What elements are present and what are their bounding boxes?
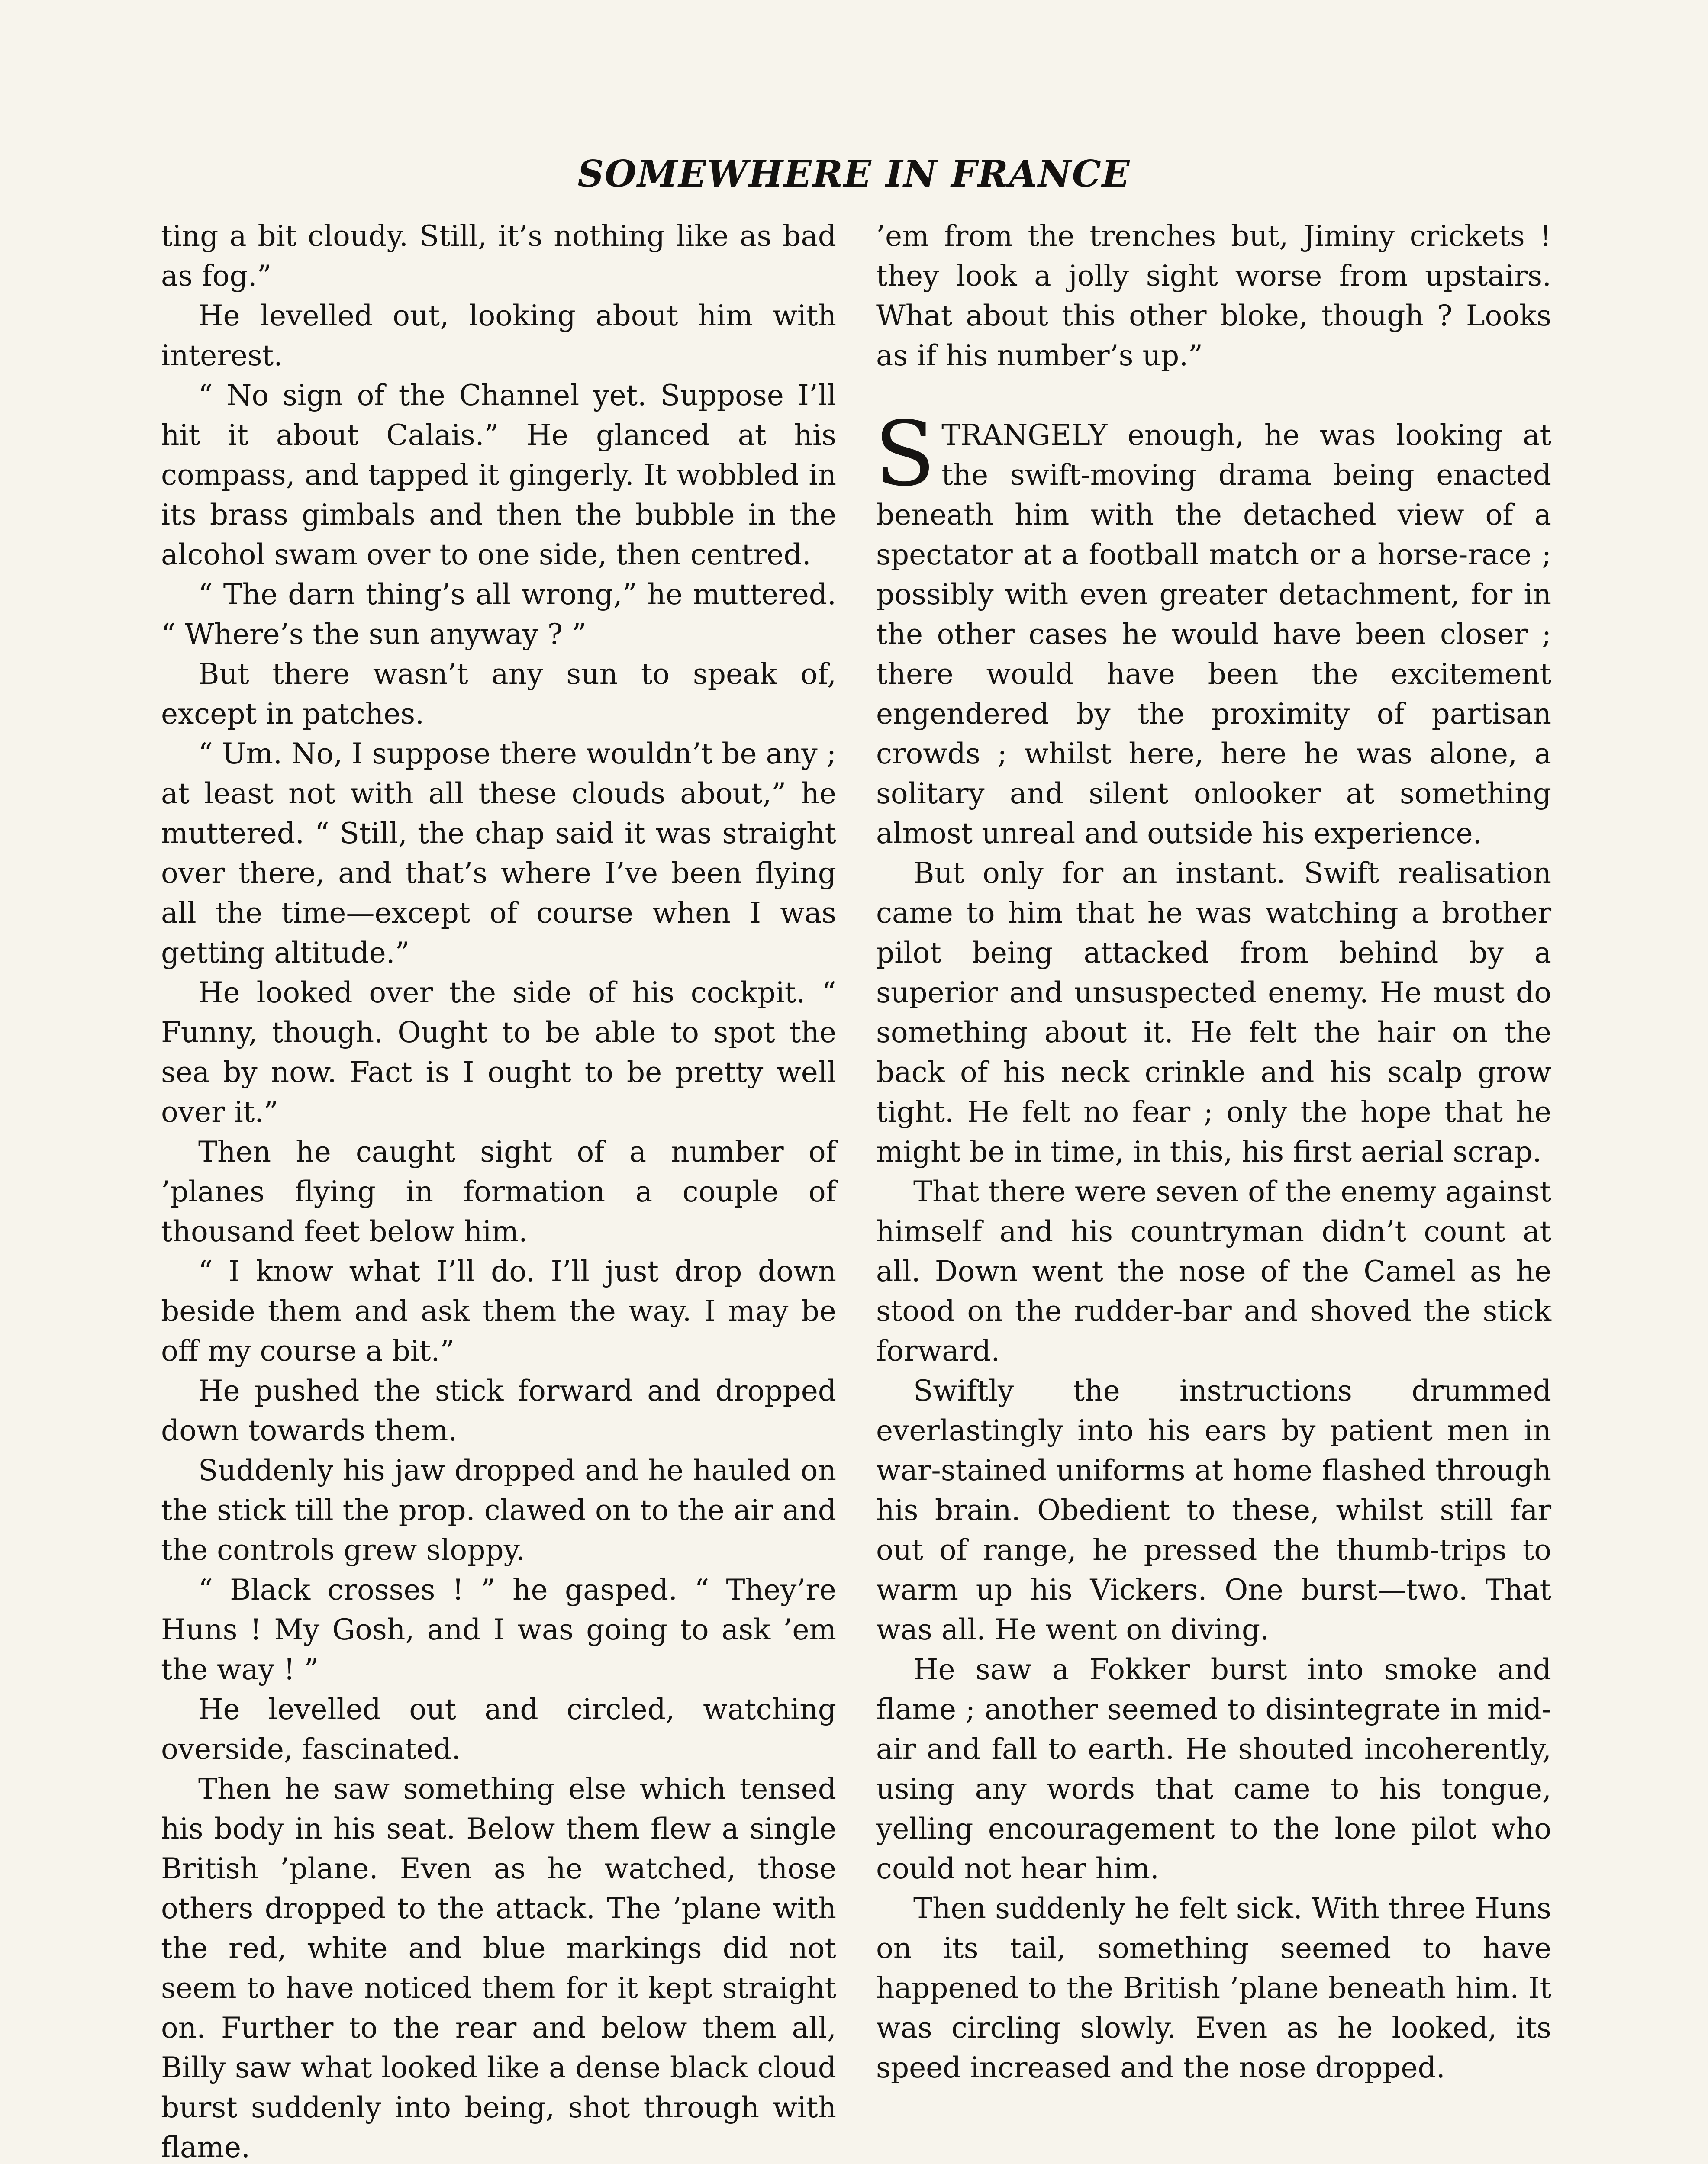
paragraph: Suddenly his jaw dropped and he hauled on the stick till the prop. clawed on to the air and the controls grew sloppy. (161, 1454, 836, 1567)
paragraph: “ I know what I’ll do. I’ll just drop down beside them and ask them the way. I may be off my course a bit.” (161, 1255, 836, 1368)
paragraph: “ No sign of the Channel yet. Suppose I’ll hit it about Calais.” He glanced at his compass, and tapped it gingerly. It wobbled in its brass gimbals and then the bubble in the alcohol swam over to one side, then centred. (161, 379, 836, 571)
paragraph: ting a bit cloudy. Still, it’s nothing like as bad as fog.” (161, 219, 836, 293)
paragraph: He pushed the stick forward and dropped down towards them. (161, 1374, 836, 1447)
paragraph: Then suddenly he felt sick. With three Huns on its tail, something seemed to have happened to the British ’plane beneath him. It was circling slowly. Even as he looked, its speed increased and the nose dropped. (876, 1892, 1551, 2084)
paragraph: Swiftly the instructions drummed everlastingly into his ears by patient men in war-stained uniforms at home flashed through his brain. Obedient to these, whilst still far out of range, he pressed the thumb-trips to warm up his Vickers. One burst—two. That was all. He went on diving. (876, 1374, 1551, 1646)
paragraph: That there were seven of the enemy against himself and his countryman didn’t count at all. Down went the nose of the Camel as he stood on the rudder-bar and shoved the stick forward. (876, 1175, 1551, 1368)
paragraph: He looked over the side of his cockpit. “ Funny, though. Ought to be able to spot the sea by now. Fact is I ought to be pretty well over it.” (161, 976, 836, 1129)
paragraph: Then he caught sight of a number of ’planes flying in formation a couple of thousand feet below him. (161, 1135, 836, 1248)
section-opening-text: TRANGELY enough, he was looking at the swift-moving drama being enacted beneath him with the detached view of a spectator at a football match or a horse-race ; possibly with even greater detachment, for in the other cases he would have been closer ; there would have been the excitement engendered by the proximity of partisan crowds ; whilst here, here he was alone, a solitary and silent onlooker at something almost unreal and outside his experience. (876, 419, 1551, 850)
drop-cap: S (874, 402, 936, 506)
right-column (876, 216, 1551, 2088)
paragraph: He levelled out, looking about him with interest. (161, 299, 836, 372)
paragraph: He levelled out and circled, watching overside, fascinated. (161, 1693, 836, 1766)
running-title: SOMEWHERE IN FRANCE (577, 152, 1131, 195)
continuation-paragraph: ’em from the trenches but, Jiminy crickets ! they look a jolly sight worse from upstairs. What about this other bloke, though ? Looks as if his number’s up.” (876, 219, 1551, 372)
paragraph: But there wasn’t any sun to speak of, except in patches. (161, 657, 836, 731)
paragraph: “ Um. No, I suppose there wouldn’t be any ; at least not with all these clouds about,” he muttered. “ Still, the chap said it was straight over there, and that’s where I’ve been flying all the time—except of course when I was getting altitude.” (161, 737, 836, 969)
paragraph: Then he saw something else which tensed his body in his seat. Below them flew a single British ’plane. Even as he watched, those others dropped to the attack. The ’plane with the red, white and blue markings did not seem to have noticed them for it kept straight on. Further to the rear and below them all, Billy saw what looked like a dense black cloud burst suddenly into being, shot through with flame. (161, 1772, 836, 2164)
section-opening-paragraph (874, 402, 1551, 853)
left-column (161, 216, 836, 2164)
paragraph: He saw a Fokker burst into smoke and flame ; another seemed to disintegrate in mid-air and fall to earth. He shouted incoherently, using any words that came to his tongue, yelling encouragement to the lone pilot who could not hear him. (876, 1653, 1551, 1885)
paragraph: “ The darn thing’s all wrong,” he muttered. “ Where’s the sun anyway ? ” (161, 578, 836, 651)
paragraph: But only for an instant. Swift realisation came to him that he was watching a brother pilot being attacked from behind by a superior and unsuspected enemy. He must do something about it. He felt the hair on the back of his neck crinkle and his scalp grow tight. He felt no fear ; only the hope that he might be in time, in this, his first aerial scrap. (876, 857, 1551, 1169)
paragraph: “ Black crosses ! ” he gasped. “ They’re Huns ! My Gosh, and I was going to ask ’em the way ! ” (161, 1573, 836, 1686)
